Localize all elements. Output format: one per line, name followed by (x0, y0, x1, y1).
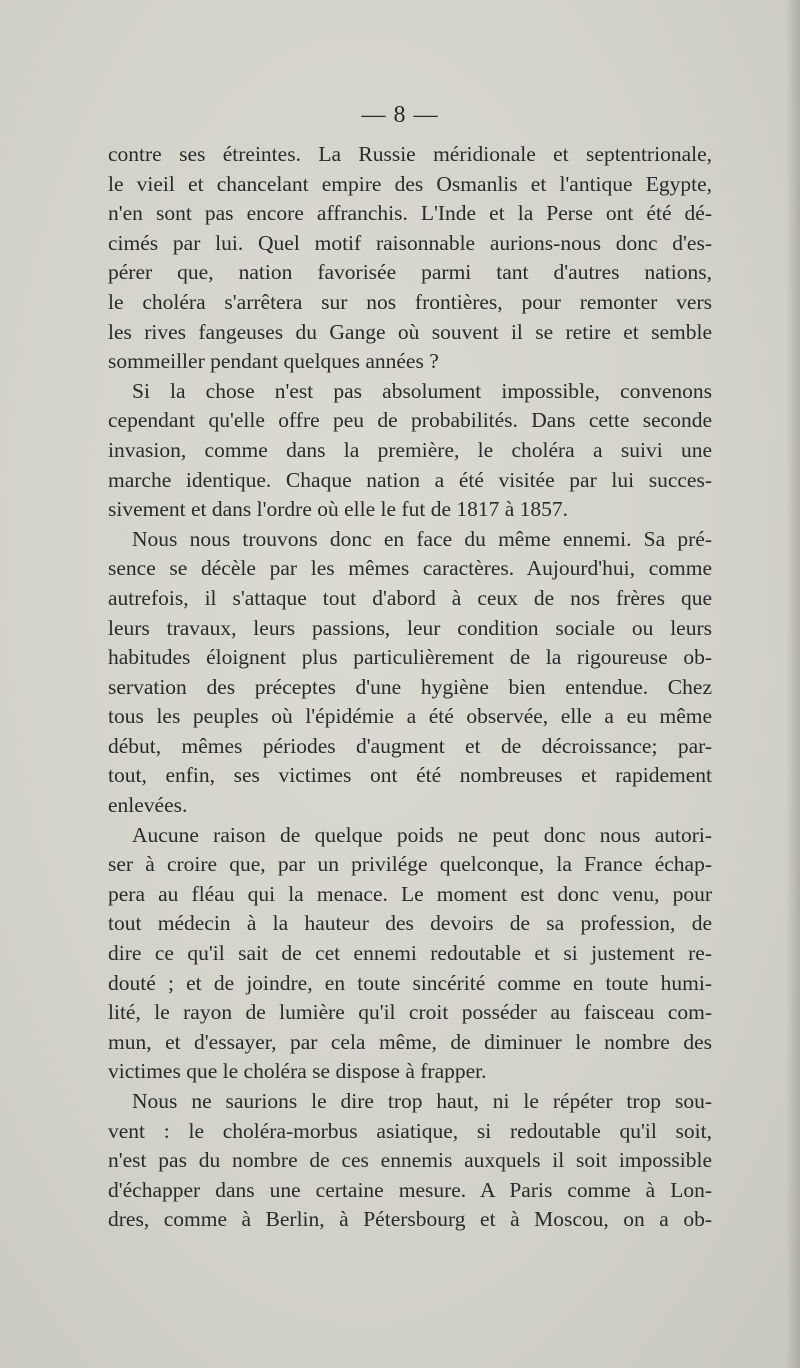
text-line: tous les peuples où l'épidémie a été observée, elle a eu même (108, 704, 712, 729)
text-line: dres, comme à Berlin, à Pétersbourg et à Moscou, on a ob- (108, 1207, 712, 1232)
text-line: invasion, comme dans la première, le choléra a suivi une (108, 437, 712, 462)
text-line: tout médecin à la hauteur des devoirs de sa profession, de (108, 911, 712, 936)
text-line: début, mêmes périodes d'augment et de décroissance; par- (108, 733, 712, 758)
text-line: leurs travaux, leurs passions, leur condition sociale ou leurs (108, 615, 712, 640)
text-line: mun, et d'essayer, par cela même, de diminuer le nombre des (108, 1029, 712, 1054)
text-line: Nous ne saurions le dire trop haut, ni le répéter trop sou- (132, 1089, 712, 1113)
text-line: n'en sont pas encore affranchis. L'Inde et la Perse ont été dé- (108, 201, 712, 226)
text-line: cependant qu'elle offre peu de probabilités. Dans cette seconde (108, 408, 712, 433)
text-line: d'échapper dans une certaine mesure. A Paris comme à Lon- (108, 1177, 712, 1202)
text-line: enlevées. (108, 793, 188, 818)
page-number: — 8 — (361, 102, 439, 128)
text-line: Nous nous trouvons donc en face du même ennemi. Sa pré- (132, 526, 712, 551)
text-line: n'est pas du nombre de ces ennemis auxquels il soit impossible (108, 1148, 712, 1173)
text-line: autrefois, il s'attaque tout d'abord à ceux de nos frères que (108, 585, 712, 610)
text-line: tout, enfin, ses victimes ont été nombreuses et rapidement (108, 763, 712, 788)
body-text (108, 140, 712, 1235)
text-line: pérer que, nation favorisée parmi tant d'autres nations, (108, 260, 712, 285)
text-line: Aucune raison de quelque poids ne peut donc nous autori- (132, 822, 712, 847)
text-line: contre ses étreintes. La Russie méridionale et septentrionale, (108, 142, 712, 166)
text-line: victimes que le choléra se dispose à frapper. (108, 1059, 487, 1084)
text-line: lité, le rayon de lumière qu'il croit posséder au faisceau com- (108, 1000, 712, 1025)
text-line: pera au fléau qui la menace. Le moment est donc venu, pour (108, 881, 712, 906)
text-line: vent : le choléra-morbus asiatique, si redoutable qu'il soit, (108, 1118, 712, 1143)
text-line: cimés par lui. Quel motif raisonnable aurions-nous donc d'es- (108, 230, 712, 255)
page-edge-shadow (786, 0, 800, 1368)
text-line: sommeiller pendant quelques années ? (108, 349, 439, 374)
text-line: marche identique. Chaque nation a été visitée par lui succes- (108, 467, 712, 492)
text-line: dire ce qu'il sait de cet ennemi redoutable et si justement re- (108, 941, 712, 966)
text-line: les rives fangeuses du Gange où souvent il se retire et semble (108, 319, 712, 344)
text-line: le choléra s'arrêtera sur nos frontières, pour remonter vers (108, 289, 712, 314)
text-line: sence se décèle par les mêmes caractères. Aujourd'hui, comme (108, 556, 712, 581)
text-line: servation des préceptes d'une hygiène bien entendue. Chez (108, 674, 712, 699)
text-line: habitudes éloignent plus particulièrement de la rigoureuse ob- (108, 645, 712, 670)
text-line: Si la chose n'est pas absolument impossible, convenons (132, 378, 712, 403)
text-line: le vieil et chancelant empire des Osmanlis et l'antique Egypte, (108, 171, 712, 196)
text-line: douté ; et de joindre, en toute sincérité comme en toute humi- (108, 970, 712, 995)
text-line: ser à croire que, par un privilége quelconque, la France échap- (108, 852, 712, 877)
text-line: sivement et dans l'ordre où elle le fut de 1817 à 1857. (108, 497, 569, 522)
